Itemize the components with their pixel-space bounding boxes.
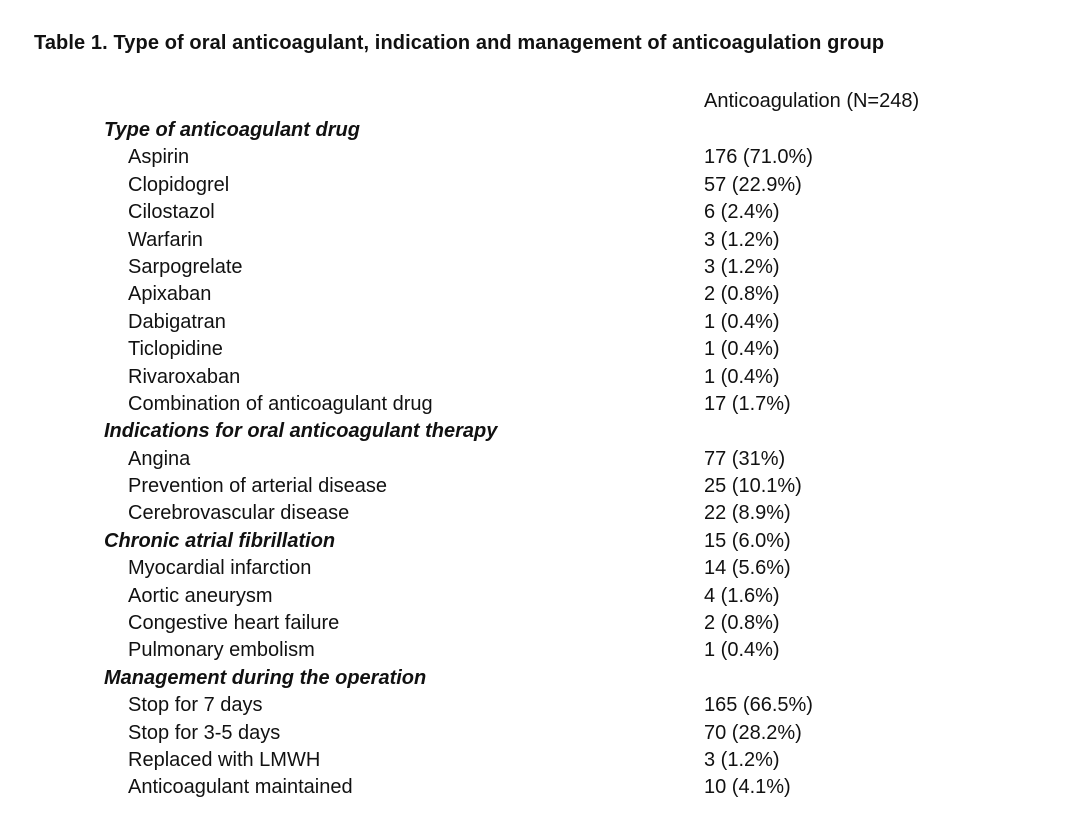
table-row — [0, 555, 1080, 582]
table-row — [0, 720, 1080, 747]
section-header-row — [0, 117, 1080, 144]
column-header: Anticoagulation (N=248) — [704, 90, 920, 112]
row-value: 6 (2.4%) — [704, 201, 780, 224]
row-value: 70 (28.2%) — [704, 721, 802, 744]
section-label: Management during the operation — [104, 666, 427, 689]
row-label: Myocardial infarction — [128, 557, 312, 580]
table-row — [0, 336, 1080, 363]
table-row — [0, 254, 1080, 281]
table-row — [0, 637, 1080, 664]
table-row — [0, 473, 1080, 500]
table-row — [0, 747, 1080, 774]
row-label: Rivaroxaban — [128, 365, 241, 388]
table-row — [0, 281, 1080, 308]
row-value: 1 (0.4%) — [704, 310, 780, 333]
table-row — [0, 172, 1080, 199]
section-header-row — [0, 528, 1080, 555]
row-value: 3 (1.2%) — [704, 748, 780, 771]
row-label: Stop for 7 days — [128, 694, 263, 717]
table-row — [0, 144, 1080, 171]
section-header-row — [0, 665, 1080, 692]
table-row — [0, 500, 1080, 527]
row-label: Aortic aneurysm — [128, 584, 273, 607]
row-label: Combination of anticoagulant drug — [128, 392, 433, 415]
row-value: 22 (8.9%) — [704, 502, 791, 525]
table-row — [0, 391, 1080, 418]
row-value: 1 (0.4%) — [704, 338, 780, 361]
section-value: 15 (6.0%) — [704, 529, 791, 552]
section-label: Chronic atrial fibrillation — [104, 529, 336, 552]
table-row — [0, 364, 1080, 391]
row-label: Pulmonary embolism — [128, 639, 315, 662]
row-label: Aspirin — [128, 146, 190, 169]
row-value: 3 (1.2%) — [704, 228, 780, 251]
row-label: Cilostazol — [128, 201, 215, 224]
row-label: Sarpogrelate — [128, 255, 243, 278]
row-label: Dabigatran — [128, 310, 226, 333]
row-value: 10 (4.1%) — [704, 776, 791, 799]
row-label: Angina — [128, 447, 191, 470]
row-value: 14 (5.6%) — [704, 557, 791, 580]
table-row — [0, 774, 1080, 801]
table-row — [0, 446, 1080, 473]
table-row — [0, 583, 1080, 610]
row-label: Stop for 3-5 days — [128, 721, 281, 744]
row-label: Clopidogrel — [128, 173, 230, 196]
table-row — [0, 199, 1080, 226]
table-row — [0, 610, 1080, 637]
row-label: Ticlopidine — [128, 338, 223, 361]
row-value: 57 (22.9%) — [704, 173, 802, 196]
row-value: 17 (1.7%) — [704, 392, 791, 415]
row-label: Warfarin — [128, 228, 203, 251]
row-value: 1 (0.4%) — [704, 365, 780, 388]
table-row — [0, 692, 1080, 719]
row-label: Anticoagulant maintained — [128, 776, 353, 799]
table-row — [0, 309, 1080, 336]
row-label: Replaced with LMWH — [128, 748, 321, 771]
row-value: 2 (0.8%) — [704, 283, 780, 306]
row-label: Congestive heart failure — [128, 612, 340, 635]
section-label: Type of anticoagulant drug — [104, 119, 360, 141]
section-header-row — [0, 418, 1080, 445]
row-label: Prevention of arterial disease — [128, 475, 388, 498]
row-value: 25 (10.1%) — [704, 475, 802, 498]
row-value: 77 (31%) — [704, 447, 786, 470]
data-table — [0, 117, 1080, 802]
section-label: Indications for oral anticoagulant therapy — [104, 420, 498, 443]
row-value: 1 (0.4%) — [704, 639, 780, 662]
table-title: Table 1. Type of oral anticoagulant, indication and management of anticoagulation group — [34, 32, 885, 54]
row-value: 3 (1.2%) — [704, 255, 780, 278]
table-row — [0, 227, 1080, 254]
row-value: 4 (1.6%) — [704, 584, 780, 607]
row-label: Cerebrovascular disease — [128, 502, 350, 525]
row-label: Apixaban — [128, 283, 212, 306]
row-value: 165 (66.5%) — [704, 694, 813, 717]
row-value: 176 (71.0%) — [704, 146, 813, 169]
row-value: 2 (0.8%) — [704, 612, 780, 635]
